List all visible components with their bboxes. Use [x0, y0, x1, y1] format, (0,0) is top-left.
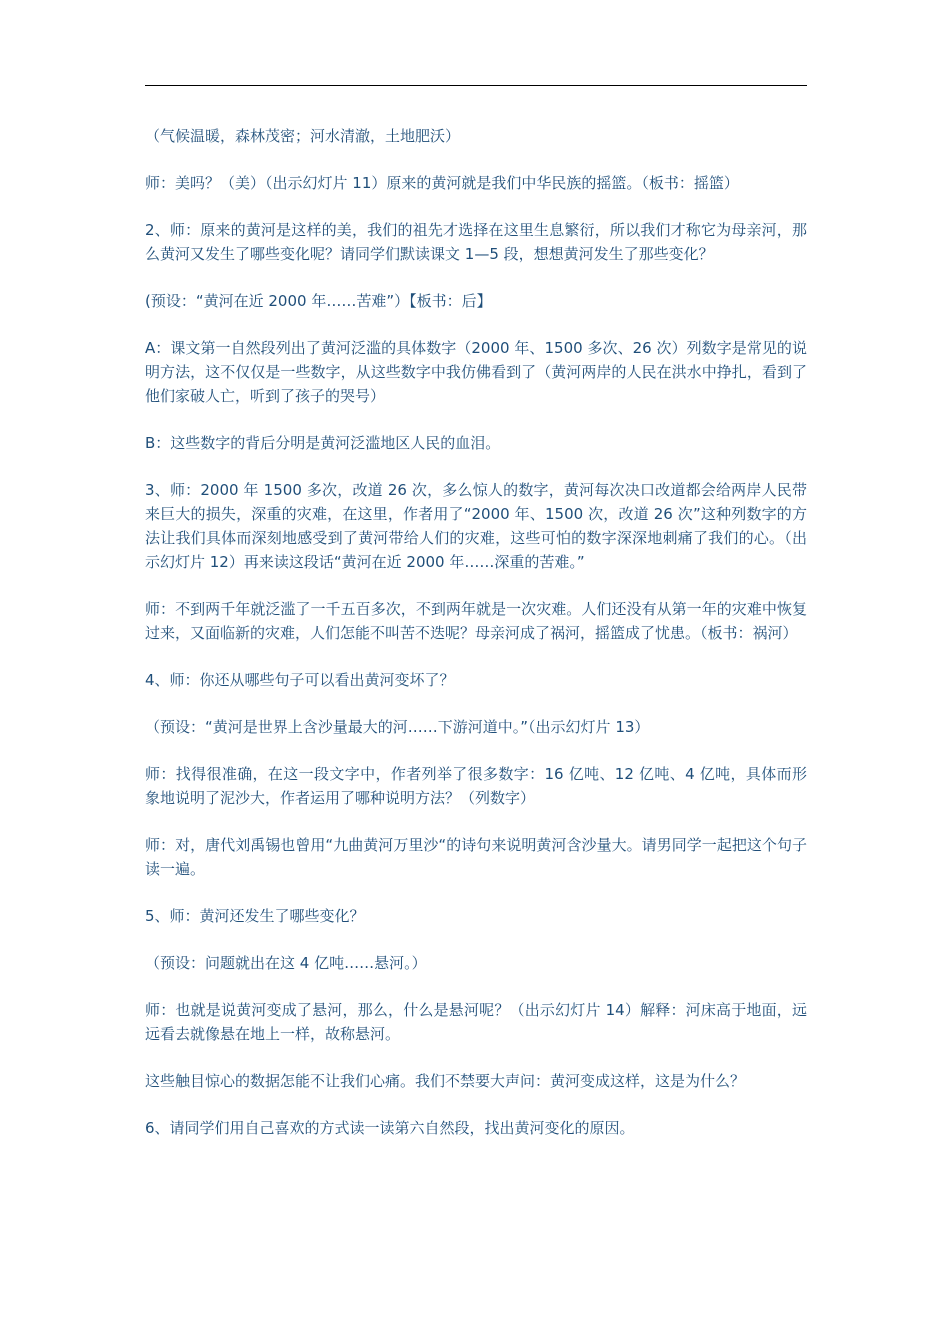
- document-body: [145, 124, 807, 1163]
- paragraph-question-5: 5、师：黄河还发生了哪些变化？: [145, 907, 365, 925]
- header-rule: [145, 85, 807, 86]
- paragraph-disaster-river: 师：不到两千年就泛滥了一千五百多次，不到两年就是一次灾难。人们还没有从第一年的灾难中恢复过来，又面临新的灾难，人们怎能不叫苦不迭呢？母亲河成了祸河，摇篮成了忧患。（板书：祸河）: [145, 600, 807, 642]
- paragraph-answer-a: A：课文第一自然段列出了黄河泛滥的具体数字（2000 年、1500 多次、26 次）列数字是常见的说明方法，这不仅仅是一些数字，从这些数字中我仿佛看到了（黄河两岸的人民在洪水中挣扎，看到了他们家破人亡，听到了孩子的哭号）: [145, 339, 807, 405]
- paragraph-suspended-river: 师：也就是说黄河变成了悬河，那么，什么是悬河呢？（出示幻灯片 14）解释：河床高于地面，远远看去就像悬在地上一样，故称悬河。: [145, 1001, 807, 1043]
- paragraph-question-4: 4、师：你还从哪些句子可以看出黄河变坏了？: [145, 671, 455, 689]
- paragraph-preset-sediment: （预设：“黄河是世界上含沙量最大的河……下游河道中。”（出示幻灯片 13）: [145, 718, 650, 736]
- paragraph-answer-b: B：这些数字的背后分明是黄河泛滥地区人民的血泪。: [145, 434, 501, 452]
- paragraph-climate: （气候温暖，森林茂密；河水清澈，土地肥沃）: [145, 127, 461, 145]
- paragraph-preset-suspended: （预设：问题就出在这 4 亿吨……悬河。）: [145, 954, 427, 972]
- paragraph-why: 这些触目惊心的数据怎能不让我们心痛。我们不禁要大声问：黄河变成这样，这是为什么？: [145, 1072, 746, 1090]
- paragraph-preset-hardship: (预设：“黄河在近 2000 年……苦难”）【板书：后】: [145, 292, 492, 310]
- paragraph-question-6: 6、请同学们用自己喜欢的方式读一读第六自然段，找出黄河变化的原因。: [145, 1119, 635, 1137]
- paragraph-question-3: 3、师：2000 年 1500 多次，改道 26 次，多么惊人的数字，黄河每次决口改道都会给两岸人民带来巨大的损失，深重的灾难，在这里，作者用了“2000 年、1500 次，改道 26 次”这种列数字的方法让我们具体而深刻地感受到了黄河带给人们的灾难，这些可怕的数字深深地刺痛了我们的心。（出示幻灯片 12）再来读这段话“黄河在近 2000 年……深重的苦难。”: [145, 481, 807, 571]
- paragraph-poem: 师：对，唐代刘禹锡也曾用“九曲黄河万里沙“的诗句来说明黄河含沙量大。请男同学一起把这个句子读一遍。: [145, 836, 807, 878]
- paragraph-cradle: 师：美吗？（美）（出示幻灯片 11）原来的黄河就是我们中华民族的摇篮。（板书：摇篮）: [145, 174, 739, 192]
- paragraph-question-2: 2、师：原来的黄河是这样的美，我们的祖先才选择在这里生息繁衍，所以我们才称它为母亲河，那么黄河又发生了哪些变化呢？请同学们默读课文 1—5 段，想想黄河发生了那些变化？: [145, 221, 807, 263]
- paragraph-sediment-numbers: 师：找得很准确，在这一段文字中，作者列举了很多数字：16 亿吨、12 亿吨、4 亿吨，具体而形象地说明了泥沙大，作者运用了哪种说明方法？（列数字）: [145, 765, 807, 807]
